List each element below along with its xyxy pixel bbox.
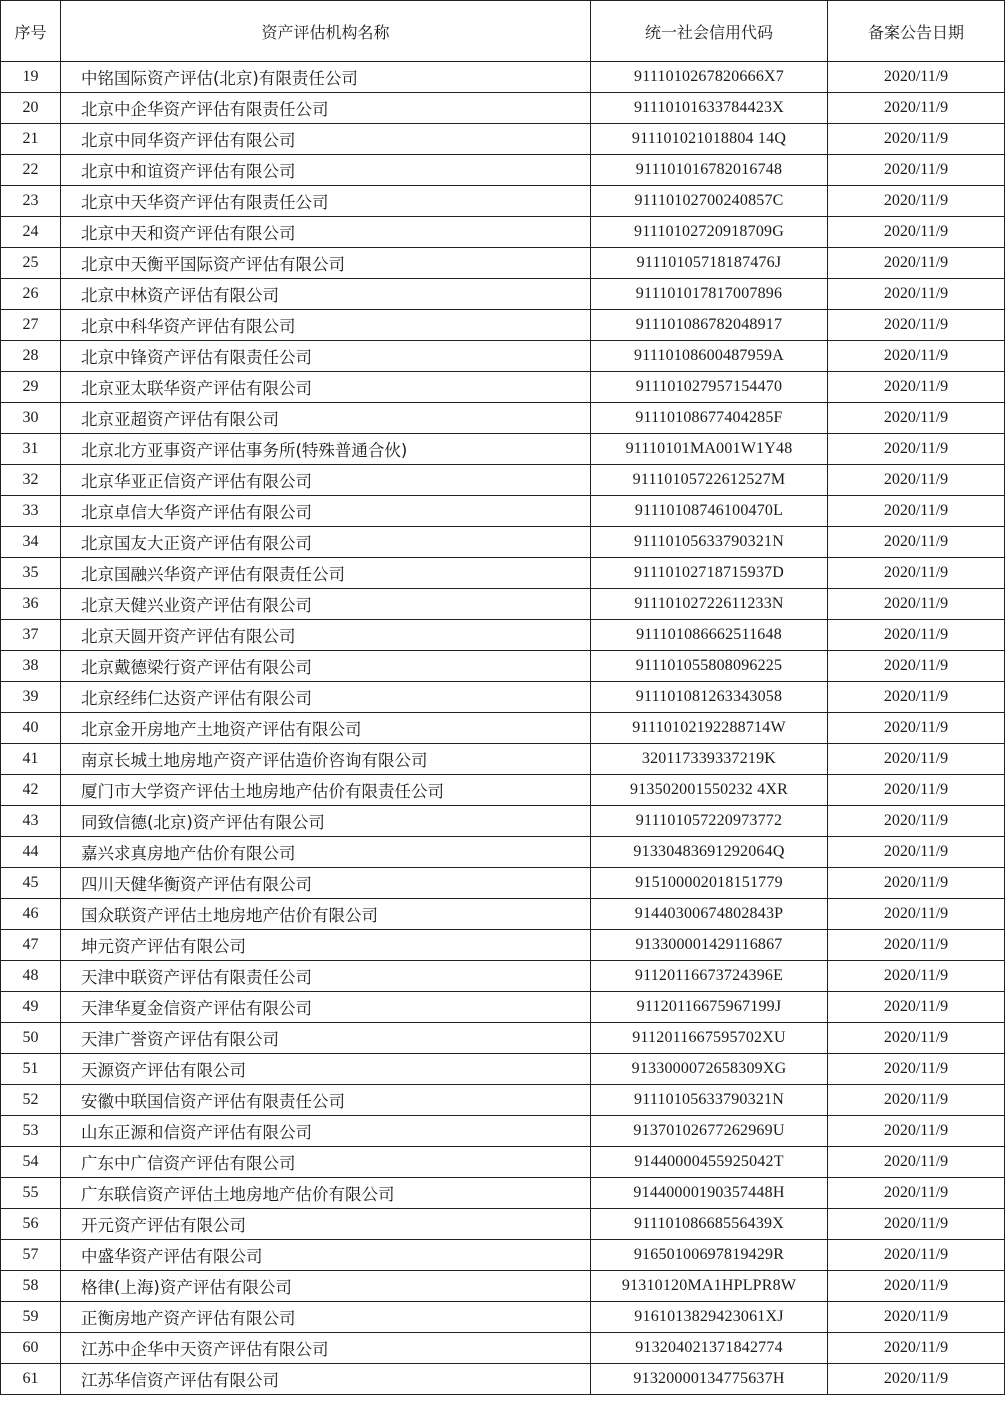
row-index: 53 (1, 1116, 61, 1147)
filing-date: 2020/11/9 (828, 341, 1005, 372)
credit-code: 9133000072658309XG (591, 1054, 828, 1085)
table-row (1, 124, 1005, 155)
filing-date: 2020/11/9 (828, 124, 1005, 155)
table-row (1, 279, 1005, 310)
credit-code: 91110102718715937D (591, 558, 828, 589)
credit-code: 91110101633784423X (591, 93, 828, 124)
row-index: 48 (1, 961, 61, 992)
org-name: 天津广誉资产评估有限公司 (61, 1023, 591, 1054)
filing-date: 2020/11/9 (828, 744, 1005, 775)
table-row (1, 1054, 1005, 1085)
credit-code: 911101027957154470 (591, 372, 828, 403)
org-name: 南京长城土地房地产资产评估造价咨询有限公司 (61, 744, 591, 775)
org-name: 北京华亚正信资产评估有限公司 (61, 465, 591, 496)
row-index: 50 (1, 1023, 61, 1054)
table-row (1, 682, 1005, 713)
credit-code: 91110102700240857C (591, 186, 828, 217)
org-name: 广东联信资产评估土地房地产估价有限公司 (61, 1178, 591, 1209)
credit-code: 91440300674802843P (591, 899, 828, 930)
row-index: 38 (1, 651, 61, 682)
table-row (1, 837, 1005, 868)
table-row (1, 248, 1005, 279)
header-filing-date: 备案公告日期 (828, 1, 1005, 62)
credit-code: 91110105718187476J (591, 248, 828, 279)
table-row (1, 1240, 1005, 1271)
credit-code: 91110102720918709G (591, 217, 828, 248)
credit-code: 91110108746100470L (591, 496, 828, 527)
row-index: 24 (1, 217, 61, 248)
org-name: 北京中同华资产评估有限公司 (61, 124, 591, 155)
row-index: 29 (1, 372, 61, 403)
filing-date: 2020/11/9 (828, 434, 1005, 465)
credit-code: 9111010267820666X7 (591, 62, 828, 93)
org-name: 北京北方亚事资产评估事务所(特殊普通合伙) (61, 434, 591, 465)
header-index: 序号 (1, 1, 61, 62)
filing-date: 2020/11/9 (828, 93, 1005, 124)
table-row (1, 899, 1005, 930)
header-row (1, 1, 1005, 62)
row-index: 19 (1, 62, 61, 93)
filing-date: 2020/11/9 (828, 1178, 1005, 1209)
table-row (1, 651, 1005, 682)
row-index: 51 (1, 1054, 61, 1085)
filing-date: 2020/11/9 (828, 186, 1005, 217)
filing-date: 2020/11/9 (828, 775, 1005, 806)
credit-code: 91110102722611233N (591, 589, 828, 620)
credit-code: 913300001429116867 (591, 930, 828, 961)
org-name: 北京中天衡平国际资产评估有限公司 (61, 248, 591, 279)
row-index: 43 (1, 806, 61, 837)
credit-code: 91120116673724396E (591, 961, 828, 992)
org-name: 北京卓信大华资产评估有限公司 (61, 496, 591, 527)
org-name: 广东中广信资产评估有限公司 (61, 1147, 591, 1178)
filing-date: 2020/11/9 (828, 961, 1005, 992)
filing-date: 2020/11/9 (828, 682, 1005, 713)
table-row (1, 341, 1005, 372)
table-row (1, 527, 1005, 558)
filing-date: 2020/11/9 (828, 1054, 1005, 1085)
filing-date: 2020/11/9 (828, 248, 1005, 279)
row-index: 41 (1, 744, 61, 775)
filing-date: 2020/11/9 (828, 589, 1005, 620)
table-row (1, 1085, 1005, 1116)
org-name: 北京亚太联华资产评估有限公司 (61, 372, 591, 403)
filing-date: 2020/11/9 (828, 837, 1005, 868)
table-row (1, 155, 1005, 186)
table-row (1, 713, 1005, 744)
filing-date: 2020/11/9 (828, 651, 1005, 682)
row-index: 36 (1, 589, 61, 620)
org-name: 北京经纬仁达资产评估有限公司 (61, 682, 591, 713)
filing-date: 2020/11/9 (828, 217, 1005, 248)
credit-code: 91110102192288714W (591, 713, 828, 744)
credit-code: 91440000455925042T (591, 1147, 828, 1178)
table-row (1, 558, 1005, 589)
filing-date: 2020/11/9 (828, 62, 1005, 93)
credit-code: 91110101MA001W1Y48 (591, 434, 828, 465)
row-index: 52 (1, 1085, 61, 1116)
table-row (1, 1147, 1005, 1178)
filing-date: 2020/11/9 (828, 1240, 1005, 1271)
table-row (1, 217, 1005, 248)
credit-code: 911101055808096225 (591, 651, 828, 682)
table-row (1, 62, 1005, 93)
table-row (1, 868, 1005, 899)
credit-code: 911101021018804 14Q (591, 124, 828, 155)
org-name: 北京亚超资产评估有限公司 (61, 403, 591, 434)
filing-date: 2020/11/9 (828, 496, 1005, 527)
credit-code: 91110105633790321N (591, 527, 828, 558)
org-name: 江苏中企华中天资产评估有限公司 (61, 1333, 591, 1364)
filing-date: 2020/11/9 (828, 1364, 1005, 1395)
row-index: 60 (1, 1333, 61, 1364)
org-name: 厦门市大学资产评估土地房地产估价有限责任公司 (61, 775, 591, 806)
org-name: 天津华夏金信资产评估有限公司 (61, 992, 591, 1023)
org-name: 山东正源和信资产评估有限公司 (61, 1116, 591, 1147)
row-index: 47 (1, 930, 61, 961)
header-credit-code: 统一社会信用代码 (591, 1, 828, 62)
table-row (1, 620, 1005, 651)
org-name: 北京中天华资产评估有限责任公司 (61, 186, 591, 217)
table-row (1, 930, 1005, 961)
row-index: 20 (1, 93, 61, 124)
table-row (1, 93, 1005, 124)
table-row (1, 1333, 1005, 1364)
filing-date: 2020/11/9 (828, 279, 1005, 310)
row-index: 54 (1, 1147, 61, 1178)
table-row (1, 775, 1005, 806)
row-index: 22 (1, 155, 61, 186)
org-name: 中铭国际资产评估(北京)有限责任公司 (61, 62, 591, 93)
row-index: 31 (1, 434, 61, 465)
org-name: 同致信德(北京)资产评估有限公司 (61, 806, 591, 837)
credit-code: 911101081263343058 (591, 682, 828, 713)
org-name: 北京国友大正资产评估有限公司 (61, 527, 591, 558)
row-index: 30 (1, 403, 61, 434)
org-name: 安徽中联国信资产评估有限责任公司 (61, 1085, 591, 1116)
credit-code: 91110108600487959A (591, 341, 828, 372)
filing-date: 2020/11/9 (828, 558, 1005, 589)
credit-code: 91110108677404285F (591, 403, 828, 434)
credit-code: 91370102677262969U (591, 1116, 828, 1147)
org-name: 坤元资产评估有限公司 (61, 930, 591, 961)
table-row (1, 310, 1005, 341)
row-index: 33 (1, 496, 61, 527)
credit-code: 9112011667595702XU (591, 1023, 828, 1054)
row-index: 61 (1, 1364, 61, 1395)
row-index: 37 (1, 620, 61, 651)
table-row (1, 1209, 1005, 1240)
row-index: 23 (1, 186, 61, 217)
filing-date: 2020/11/9 (828, 620, 1005, 651)
credit-code: 911101086782048917 (591, 310, 828, 341)
table-row (1, 744, 1005, 775)
credit-code: 9161013829423061XJ (591, 1302, 828, 1333)
row-index: 35 (1, 558, 61, 589)
table-row (1, 961, 1005, 992)
row-index: 40 (1, 713, 61, 744)
row-index: 57 (1, 1240, 61, 1271)
org-name: 北京中天和资产评估有限公司 (61, 217, 591, 248)
filing-date: 2020/11/9 (828, 713, 1005, 744)
row-index: 58 (1, 1271, 61, 1302)
table-row (1, 1023, 1005, 1054)
org-name: 北京天健兴业资产评估有限公司 (61, 589, 591, 620)
row-index: 34 (1, 527, 61, 558)
filing-date: 2020/11/9 (828, 930, 1005, 961)
table-body (1, 62, 1005, 1395)
row-index: 55 (1, 1178, 61, 1209)
credit-code: 913204021371842774 (591, 1333, 828, 1364)
table-row (1, 589, 1005, 620)
credit-code: 915100002018151779 (591, 868, 828, 899)
table-row (1, 434, 1005, 465)
filing-date: 2020/11/9 (828, 372, 1005, 403)
org-name: 天源资产评估有限公司 (61, 1054, 591, 1085)
org-name: 江苏华信资产评估有限公司 (61, 1364, 591, 1395)
org-name: 北京中科华资产评估有限公司 (61, 310, 591, 341)
credit-code: 91440000190357448H (591, 1178, 828, 1209)
org-name: 中盛华资产评估有限公司 (61, 1240, 591, 1271)
filing-date: 2020/11/9 (828, 1333, 1005, 1364)
credit-code: 91310120MA1HPLPR8W (591, 1271, 828, 1302)
filing-date: 2020/11/9 (828, 868, 1005, 899)
org-name: 北京中林资产评估有限公司 (61, 279, 591, 310)
org-name: 北京中企华资产评估有限责任公司 (61, 93, 591, 124)
credit-code: 91110108668556439X (591, 1209, 828, 1240)
table-row (1, 992, 1005, 1023)
credit-code: 91110105722612527M (591, 465, 828, 496)
org-name: 北京天圆开资产评估有限公司 (61, 620, 591, 651)
org-name: 北京中和谊资产评估有限公司 (61, 155, 591, 186)
table-row (1, 1364, 1005, 1395)
table-row (1, 403, 1005, 434)
filing-date: 2020/11/9 (828, 1023, 1005, 1054)
filing-date: 2020/11/9 (828, 403, 1005, 434)
row-index: 26 (1, 279, 61, 310)
table-row (1, 496, 1005, 527)
filing-date: 2020/11/9 (828, 310, 1005, 341)
table-row (1, 1178, 1005, 1209)
row-index: 46 (1, 899, 61, 930)
filing-date: 2020/11/9 (828, 1147, 1005, 1178)
filing-date: 2020/11/9 (828, 806, 1005, 837)
org-name: 北京国融兴华资产评估有限责任公司 (61, 558, 591, 589)
row-index: 49 (1, 992, 61, 1023)
credit-code: 91320000134775637H (591, 1364, 828, 1395)
credit-code: 911101057220973772 (591, 806, 828, 837)
filing-date: 2020/11/9 (828, 527, 1005, 558)
row-index: 27 (1, 310, 61, 341)
filing-date: 2020/11/9 (828, 155, 1005, 186)
row-index: 59 (1, 1302, 61, 1333)
org-name: 嘉兴求真房地产估价有限公司 (61, 837, 591, 868)
credit-code: 911101016782016748 (591, 155, 828, 186)
credit-code: 91110105633790321N (591, 1085, 828, 1116)
table-row (1, 806, 1005, 837)
credit-code: 91120116675967199J (591, 992, 828, 1023)
row-index: 28 (1, 341, 61, 372)
header-org-name: 资产评估机构名称 (61, 1, 591, 62)
credit-code: 913502001550232 4XR (591, 775, 828, 806)
org-name: 北京中锋资产评估有限责任公司 (61, 341, 591, 372)
table-row (1, 372, 1005, 403)
org-name: 天津中联资产评估有限责任公司 (61, 961, 591, 992)
table-row (1, 1302, 1005, 1333)
row-index: 25 (1, 248, 61, 279)
credit-code: 911101017817007896 (591, 279, 828, 310)
credit-code: 320117339337219K (591, 744, 828, 775)
filing-date: 2020/11/9 (828, 1302, 1005, 1333)
org-name: 国众联资产评估土地房地产估价有限公司 (61, 899, 591, 930)
credit-code: 911101086662511648 (591, 620, 828, 651)
filing-date: 2020/11/9 (828, 1116, 1005, 1147)
filing-date: 2020/11/9 (828, 992, 1005, 1023)
row-index: 42 (1, 775, 61, 806)
credit-code: 91650100697819429R (591, 1240, 828, 1271)
org-name: 正衡房地产资产评估有限公司 (61, 1302, 591, 1333)
table-row (1, 1116, 1005, 1147)
row-index: 45 (1, 868, 61, 899)
filing-date: 2020/11/9 (828, 899, 1005, 930)
table-row (1, 465, 1005, 496)
org-name: 北京戴德梁行资产评估有限公司 (61, 651, 591, 682)
table-row (1, 186, 1005, 217)
filing-date: 2020/11/9 (828, 465, 1005, 496)
org-name: 格律(上海)资产评估有限公司 (61, 1271, 591, 1302)
filing-date: 2020/11/9 (828, 1085, 1005, 1116)
table-row (1, 1271, 1005, 1302)
org-name: 开元资产评估有限公司 (61, 1209, 591, 1240)
org-name: 四川天健华衡资产评估有限公司 (61, 868, 591, 899)
row-index: 44 (1, 837, 61, 868)
org-name: 北京金开房地产土地资产评估有限公司 (61, 713, 591, 744)
credit-code: 91330483691292064Q (591, 837, 828, 868)
row-index: 56 (1, 1209, 61, 1240)
row-index: 39 (1, 682, 61, 713)
filing-date: 2020/11/9 (828, 1271, 1005, 1302)
filing-date: 2020/11/9 (828, 1209, 1005, 1240)
row-index: 21 (1, 124, 61, 155)
row-index: 32 (1, 465, 61, 496)
